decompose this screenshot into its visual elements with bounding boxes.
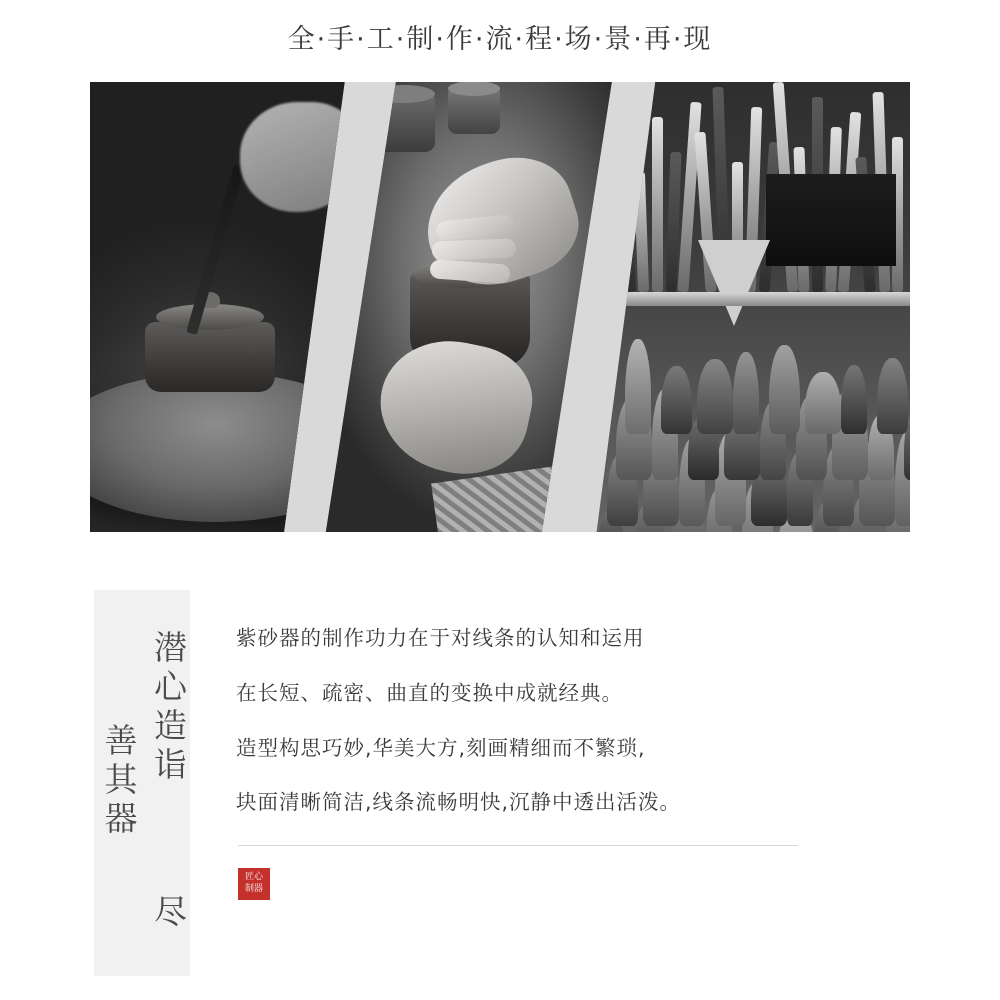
- gallery-panel-tools-and-clay: [590, 82, 910, 532]
- finger-shape: [432, 239, 517, 261]
- clay-cone-shape: [697, 359, 733, 434]
- seal-text: 匠心制器: [244, 871, 263, 894]
- feature-body: [190, 590, 910, 899]
- pot-body-shape: [145, 322, 275, 392]
- gallery-panel-potter-wheel: [90, 82, 350, 532]
- section-divider: [238, 845, 798, 846]
- dark-box-shape: [766, 174, 896, 266]
- clay-cone-shape: [625, 339, 651, 434]
- vertical-title-block: [94, 590, 190, 976]
- paragraph-line: 造型构思巧妙,华美大方,刻画精细而不繁琐,: [236, 735, 646, 760]
- clay-cones-group: [590, 282, 910, 532]
- tool-slat-shape: [652, 117, 663, 292]
- clay-cone-shape: [841, 365, 867, 434]
- seal-stamp: [238, 868, 270, 900]
- clay-cone-shape: [877, 358, 908, 434]
- paragraph-line: 在长短、疏密、曲直的变换中成就经典。: [236, 680, 623, 705]
- tool-slat-shape: [615, 142, 636, 292]
- vertical-title-text: [94, 616, 193, 946]
- clay-cup-shape: [373, 94, 435, 152]
- clay-cone-shape: [769, 345, 800, 434]
- process-photo-gallery: [90, 82, 910, 532]
- vertical-title-line-2: 尽善其器: [99, 722, 188, 933]
- feature-section: [90, 590, 910, 976]
- clay-cone-shape: [733, 352, 759, 434]
- clay-cone-shape: [661, 366, 692, 434]
- page-title: 全·手·工·制·作·流·程·场·景·再·现: [287, 24, 713, 55]
- paragraph-line: 紫砂器的制作功力在于对线条的认知和运用: [236, 626, 645, 651]
- wheel-shape: [90, 372, 350, 522]
- gallery-panel-hands-shaping: [318, 82, 618, 532]
- clay-cup-shape: [448, 88, 500, 134]
- paragraph-line: 块面清晰简洁,线条流畅明快,沉静中透出活泼。: [236, 790, 682, 815]
- tool-slat-shape: [634, 172, 649, 292]
- page-header: [0, 0, 1000, 56]
- clay-cone-shape: [805, 372, 841, 434]
- hand-shape: [240, 102, 350, 212]
- vertical-title-line-1: 潜心造诣: [149, 629, 188, 786]
